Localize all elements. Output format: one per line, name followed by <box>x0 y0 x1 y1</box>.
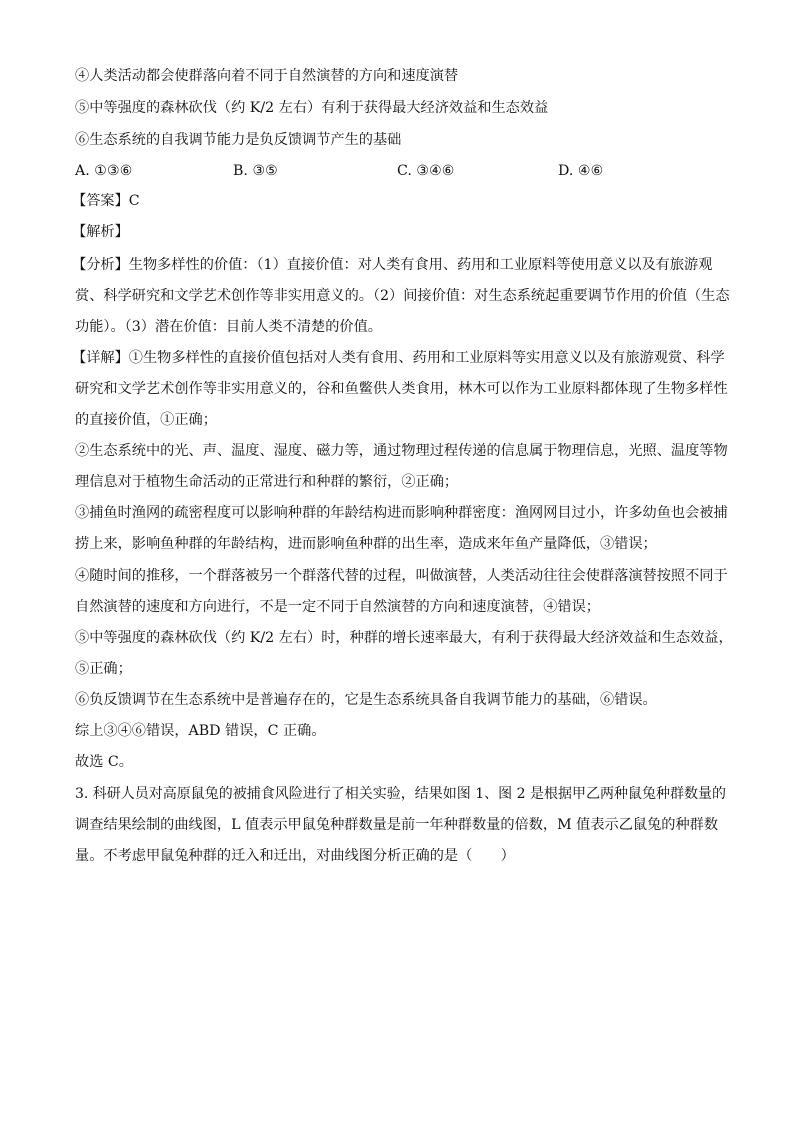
xiangjie-line-2: 研究和文学艺术创作等非实用意义的，谷和鱼鳖供人类食用，林木可以作为工业原料都体现了生物多样性 <box>75 381 728 397</box>
fenxi-line-3: 功能）。（3）潜在价值：目前人类不清楚的价值。 <box>75 319 382 335</box>
xiangjie-line-3: 的直接价值，①正确； <box>75 412 217 428</box>
xiangjie-line-5: 理信息对于植物生命活动的正常进行和种群的繁衍，②正确； <box>75 474 459 490</box>
xiangjie-line-7: 捞上来，影响鱼种群的年龄结构，进而影响鱼种群的出生率，造成来年鱼产量降低，③错误； <box>75 536 657 552</box>
fenxi-text-1: 生物多样性的价值：（1）直接价值：对人类有食用、药用和工业原料等使用意义以及有旅游观 <box>128 257 713 273</box>
choice-a: A. ①③⑥ <box>75 163 133 179</box>
answer-value: C <box>128 193 140 209</box>
xiangjie-line-10: ⑤中等强度的森林砍伐（约 K/2 左右）时，种群的增长速率最大，有利于获得最大经济效益和生态效益， <box>75 630 733 646</box>
xiangjie-line-11: ⑤正确； <box>75 661 132 677</box>
answer-label: 【答案】 <box>72 193 129 209</box>
xiangjie-line-6: ③捕鱼时渔网的疏密程度可以影响种群的年龄结构进而影响种群密度：渔网网目过小，许多幼鱼也会被捕 <box>75 505 728 521</box>
analysis-header: 【解析】 <box>72 224 129 240</box>
xiangjie-label: 【详解】 <box>72 350 129 366</box>
question3-line-3: 量。不考虑甲鼠兔种群的迁入和迁出，对曲线图分析正确的是（ ） <box>75 848 515 864</box>
xiangjie-text-1: ①生物多样性的直接价值包括对人类有食用、药用和工业原料等实用意义以及有旅游观赏、科学 <box>128 350 725 366</box>
statement-4: ④人类活动都会使群落向着不同于自然演替的方向和速度演替 <box>75 68 459 84</box>
conclusion-line: 故选 C。 <box>75 754 133 770</box>
statement-5: ⑤中等强度的森林砍伐（约 K/2 左右）有利于获得最大经济效益和生态效益 <box>75 100 549 116</box>
choice-b: B. ③⑤ <box>233 163 278 179</box>
xiangjie-line-8: ④随时间的推移，一个群落被另一个群落代替的过程，叫做演替，人类活动往往会使群落演替按照不同于 <box>75 568 728 584</box>
fenxi-line-1 <box>72 255 712 275</box>
summary-line: 综上③④⑥错误，ABD 错误，C 正确。 <box>75 723 326 739</box>
fenxi-line-2: 赏、科学研究和文学艺术创作等非实用意义的。（2）间接价值：对生态系统起重要调节作用的价值（生态 <box>75 288 730 304</box>
xiangjie-line-4: ②生态系统中的光、声、温度、湿度、磁力等，通过物理过程传递的信息属于物理信息，光照、温度等物 <box>75 443 728 459</box>
xiangjie-line-1 <box>72 348 725 368</box>
fenxi-label: 【分析】 <box>72 257 129 273</box>
question3-line-1: 3. 科研人员对高原鼠兔的被捕食风险进行了相关实验，结果如图 1、图 2 是根据甲乙两种鼠兔种群数量的 <box>75 786 726 802</box>
xiangjie-line-9: 自然演替的速度和方向进行，不是一定不同于自然演替的方向和速度演替，④错误； <box>75 599 600 615</box>
statement-6: ⑥生态系统的自我调节能力是负反馈调节产生的基础 <box>75 132 402 148</box>
answer-line <box>72 191 140 211</box>
choice-d: D. ④⑥ <box>558 163 604 179</box>
choice-c: C. ③④⑥ <box>397 163 455 179</box>
xiangjie-line-12: ⑥负反馈调节在生态系统中是普遍存在的，它是生态系统具备自我调节能力的基础，⑥错误。 <box>75 692 657 708</box>
question3-line-2: 调查结果绘制的曲线图，L 值表示甲鼠兔种群数量是前一年种群数量的倍数，M 值表示乙鼠兔的种群数 <box>75 817 719 833</box>
